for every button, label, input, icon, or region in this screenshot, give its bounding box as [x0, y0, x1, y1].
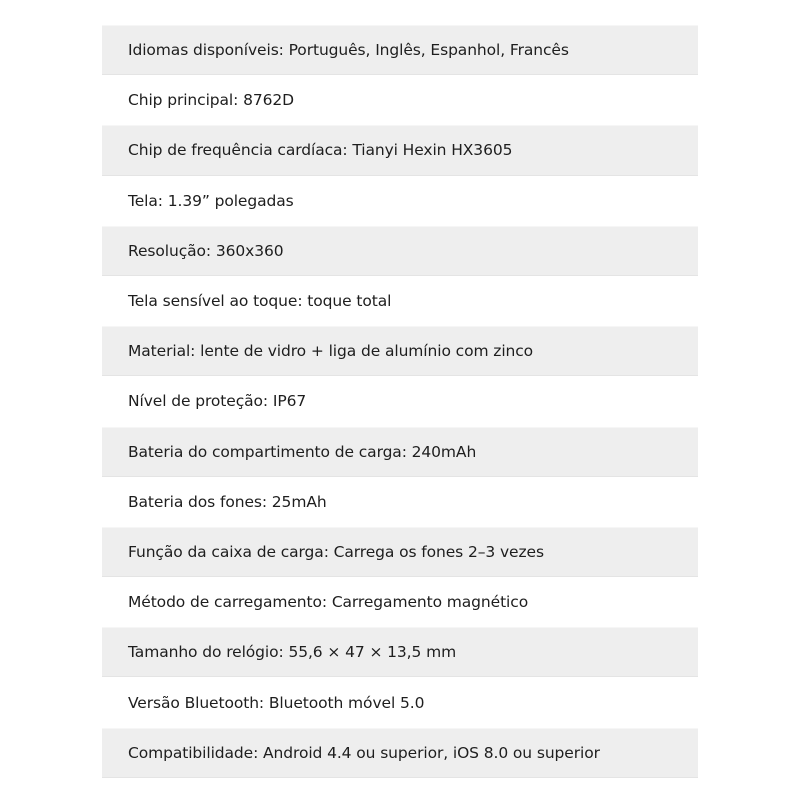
spec-row-funcao-caixa: Função da caixa de carga: Carrega os fones 2–3 vezes: [102, 527, 698, 577]
spec-row-versao-bluetooth: Versão Bluetooth: Bluetooth móvel 5.0: [102, 677, 698, 727]
spec-row-idiomas: Idiomas disponíveis: Português, Inglês, Espanhol, Francês: [102, 25, 698, 75]
spec-row-chip-frequencia: Chip de frequência cardíaca: Tianyi Hexin HX3605: [102, 125, 698, 175]
spec-row-tamanho-relogio: Tamanho do relógio: 55,6 × 47 × 13,5 mm: [102, 627, 698, 677]
spec-row-tela-sensivel: Tela sensível ao toque: toque total: [102, 276, 698, 326]
spec-row-bateria-compartimento: Bateria do compartimento de carga: 240mAh: [102, 427, 698, 477]
spec-row-nivel-protecao: Nível de proteção: IP67: [102, 376, 698, 426]
spec-row-compatibilidade: Compatibilidade: Android 4.4 ou superior, iOS 8.0 ou superior: [102, 728, 698, 778]
spec-row-material: Material: lente de vidro + liga de alumínio com zinco: [102, 326, 698, 376]
spec-row-resolucao: Resolução: 360x360: [102, 226, 698, 276]
spec-row-tela: Tela: 1.39” polegadas: [102, 176, 698, 226]
spec-row-bateria-fones: Bateria dos fones: 25mAh: [102, 477, 698, 527]
spec-row-metodo-carregamento: Método de carregamento: Carregamento magnético: [102, 577, 698, 627]
spec-list: [102, 25, 698, 778]
spec-row-chip-principal: Chip principal: 8762D: [102, 75, 698, 125]
